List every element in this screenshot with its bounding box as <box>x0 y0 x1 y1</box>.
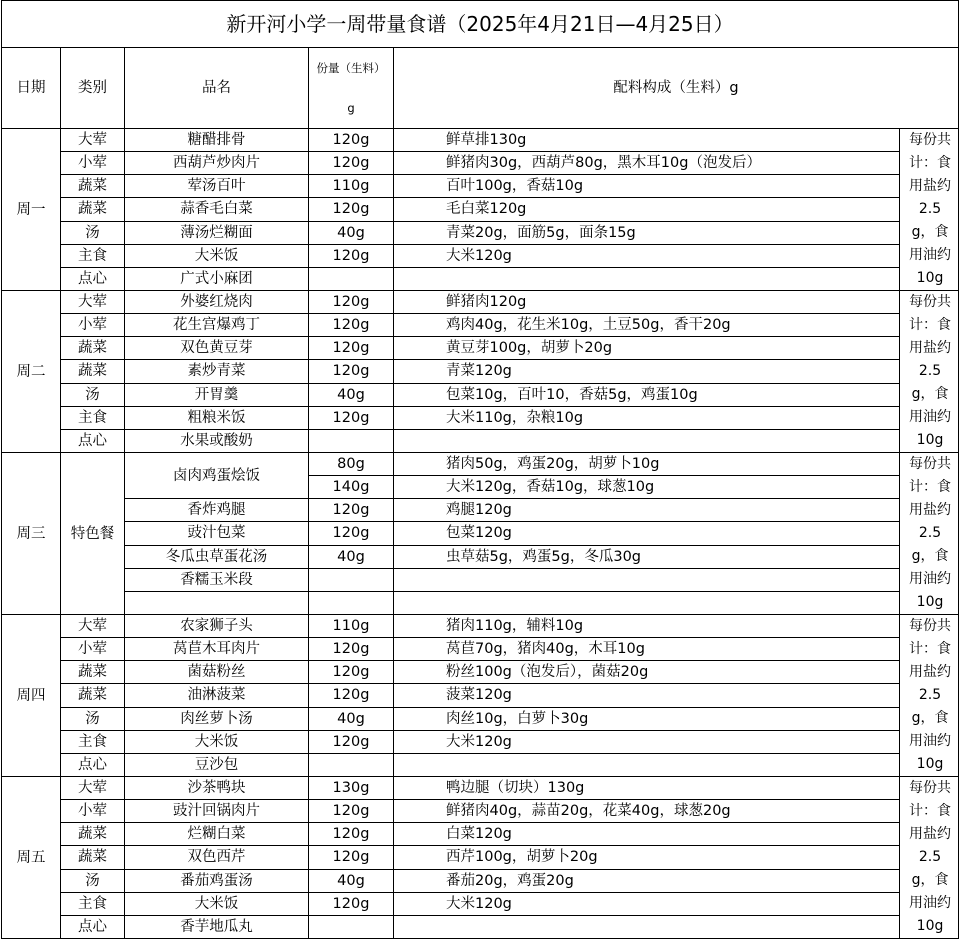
ingredients: 鸭边腿（切块）130g <box>394 777 900 800</box>
table-row <box>2 175 959 198</box>
table-row <box>2 291 959 314</box>
table-row <box>2 730 959 753</box>
ingredients: 包菜10g，百叶10，香菇5g，鸡蛋10g <box>394 383 900 406</box>
ingredients: 白菜120g <box>394 823 900 846</box>
portion: 120g <box>309 823 394 846</box>
dish-name <box>125 591 309 614</box>
dish-name: 水果或酸奶 <box>125 429 309 452</box>
dish-name: 卤肉鸡蛋烩饭 <box>125 453 309 499</box>
portion: 120g <box>309 337 394 360</box>
category: 主食 <box>61 406 125 429</box>
day-label: 周一 <box>2 129 61 291</box>
table-row <box>2 453 959 476</box>
category: 点心 <box>61 753 125 776</box>
table-row <box>2 244 959 267</box>
category: 主食 <box>61 244 125 267</box>
portion: 120g <box>309 684 394 707</box>
portion: 40g <box>309 707 394 730</box>
ingredients: 青菜120g <box>394 360 900 383</box>
category: 主食 <box>61 892 125 915</box>
portion <box>309 267 394 290</box>
portion: 120g <box>309 499 394 522</box>
portion: 130g <box>309 777 394 800</box>
category: 点心 <box>61 267 125 290</box>
ingredients: 毛白菜120g <box>394 198 900 221</box>
dish-name: 素炒青菜 <box>125 360 309 383</box>
table-row <box>2 823 959 846</box>
dish-name: 菌菇粉丝 <box>125 661 309 684</box>
day-label: 周二 <box>2 291 61 453</box>
table-row <box>2 198 959 221</box>
table-row <box>2 568 959 591</box>
ingredients: 大米120g <box>394 730 900 753</box>
portion <box>309 753 394 776</box>
dish-name: 广式小麻团 <box>125 267 309 290</box>
ingredients: 大米120g，香菇10g，球葱10g <box>394 476 900 499</box>
ingredients: 包菜120g <box>394 522 900 545</box>
ingredients: 虫草菇5g，鸡蛋5g，冬瓜30g <box>394 545 900 568</box>
table-row <box>2 360 959 383</box>
ingredients <box>394 753 900 776</box>
table-row <box>2 267 959 290</box>
category: 汤 <box>61 869 125 892</box>
portion: 110g <box>309 615 394 638</box>
menu-body <box>2 1 959 939</box>
dish-name: 大米饭 <box>125 244 309 267</box>
portion <box>309 429 394 452</box>
header-ingredients: 配料构成（生料）g <box>394 48 959 129</box>
dish-name: 香炸鸡腿 <box>125 499 309 522</box>
portion: 120g <box>309 522 394 545</box>
header-row <box>2 48 959 129</box>
ingredients: 粉丝100g（泡发后），菌菇20g <box>394 661 900 684</box>
table-row <box>2 661 959 684</box>
category: 点心 <box>61 915 125 938</box>
seasoning-note: 每份共计：食用盐约2.5g，食用油约10g <box>900 129 959 291</box>
dish-name: 香芋地瓜丸 <box>125 915 309 938</box>
ingredients: 大米110g，杂粮10g <box>394 406 900 429</box>
weekly-menu-table <box>1 0 959 939</box>
ingredients: 鲜猪肉120g <box>394 291 900 314</box>
seasoning-note: 每份共计：食用盐约2.5g，食用油约10g <box>900 615 959 777</box>
category: 蔬菜 <box>61 337 125 360</box>
day-label: 周四 <box>2 615 61 777</box>
table-row <box>2 429 959 452</box>
category: 蔬菜 <box>61 198 125 221</box>
ingredients: 莴苣70g，猪肉40g，木耳10g <box>394 638 900 661</box>
dish-name: 薄汤烂糊面 <box>125 221 309 244</box>
table-row <box>2 800 959 823</box>
dish-name: 莴苣木耳肉片 <box>125 638 309 661</box>
table-row <box>2 522 959 545</box>
ingredients: 鲜猪肉40g，蒜苗20g，花菜40g，球葱20g <box>394 800 900 823</box>
day-label: 周三 <box>2 453 61 615</box>
ingredients <box>394 429 900 452</box>
ingredients: 鸡腿120g <box>394 499 900 522</box>
ingredients: 黄豆芽100g，胡萝卜20g <box>394 337 900 360</box>
category: 汤 <box>61 707 125 730</box>
table-row <box>2 684 959 707</box>
category: 蔬菜 <box>61 846 125 869</box>
ingredients: 大米120g <box>394 892 900 915</box>
ingredients: 菠菜120g <box>394 684 900 707</box>
table-row <box>2 545 959 568</box>
table-row <box>2 915 959 938</box>
dish-name: 糖醋排骨 <box>125 129 309 152</box>
category: 蔬菜 <box>61 661 125 684</box>
table-row <box>2 615 959 638</box>
category: 蔬菜 <box>61 823 125 846</box>
dish-name: 粗粮米饭 <box>125 406 309 429</box>
table-row <box>2 406 959 429</box>
dish-name: 外婆红烧肉 <box>125 291 309 314</box>
table-row <box>2 314 959 337</box>
page-title: 新开河小学一周带量食谱（2025年4月21日—4月25日） <box>2 1 959 48</box>
ingredients: 鸡肉40g，花生米10g，土豆50g，香干20g <box>394 314 900 337</box>
category: 大荤 <box>61 777 125 800</box>
ingredients: 肉丝10g，白萝卜30g <box>394 707 900 730</box>
table-row <box>2 383 959 406</box>
header-date: 日期 <box>2 48 61 129</box>
category: 蔬菜 <box>61 175 125 198</box>
table-row <box>2 152 959 175</box>
category: 小荤 <box>61 638 125 661</box>
category: 点心 <box>61 429 125 452</box>
table-row <box>2 337 959 360</box>
portion: 40g <box>309 221 394 244</box>
portion: 120g <box>309 800 394 823</box>
dish-name: 油淋菠菜 <box>125 684 309 707</box>
ingredients <box>394 568 900 591</box>
header-category: 类别 <box>61 48 125 129</box>
portion: 120g <box>309 152 394 175</box>
dish-name: 西葫芦炒肉片 <box>125 152 309 175</box>
portion: 120g <box>309 314 394 337</box>
category: 汤 <box>61 383 125 406</box>
dish-name: 番茄鸡蛋汤 <box>125 869 309 892</box>
dish-name: 蒜香毛白菜 <box>125 198 309 221</box>
portion: 120g <box>309 892 394 915</box>
portion: 40g <box>309 383 394 406</box>
category-special: 特色餐 <box>61 453 125 615</box>
ingredients: 猪肉50g，鸡蛋20g，胡萝卜10g <box>394 453 900 476</box>
category: 小荤 <box>61 152 125 175</box>
table-row <box>2 591 959 614</box>
dish-name: 荤汤百叶 <box>125 175 309 198</box>
ingredients: 猪肉110g，辅料10g <box>394 615 900 638</box>
day-label: 周五 <box>2 777 61 939</box>
ingredients: 大米120g <box>394 244 900 267</box>
dish-name: 烂糊白菜 <box>125 823 309 846</box>
seasoning-note: 每份共计：食用盐约2.5g，食用油约10g <box>900 777 959 939</box>
dish-name: 豉汁回锅肉片 <box>125 800 309 823</box>
ingredients <box>394 267 900 290</box>
table-row <box>2 753 959 776</box>
table-row <box>2 846 959 869</box>
portion: 120g <box>309 360 394 383</box>
portion: 120g <box>309 661 394 684</box>
category: 大荤 <box>61 615 125 638</box>
table-row <box>2 777 959 800</box>
category: 大荤 <box>61 129 125 152</box>
header-portion-line2: g <box>347 101 355 115</box>
portion: 120g <box>309 129 394 152</box>
portion: 120g <box>309 638 394 661</box>
dish-name: 双色西芹 <box>125 846 309 869</box>
header-dish: 品名 <box>125 48 309 129</box>
category: 蔬菜 <box>61 360 125 383</box>
portion: 140g <box>309 476 394 499</box>
portion <box>309 915 394 938</box>
table-row <box>2 638 959 661</box>
table-row <box>2 892 959 915</box>
category: 小荤 <box>61 800 125 823</box>
category: 主食 <box>61 730 125 753</box>
ingredients <box>394 591 900 614</box>
portion: 120g <box>309 291 394 314</box>
ingredients: 番茄20g，鸡蛋20g <box>394 869 900 892</box>
ingredients: 鲜草排130g <box>394 129 900 152</box>
table-row <box>2 707 959 730</box>
dish-name: 大米饭 <box>125 892 309 915</box>
category: 蔬菜 <box>61 684 125 707</box>
portion: 110g <box>309 175 394 198</box>
portion: 120g <box>309 198 394 221</box>
header-portion <box>309 48 394 129</box>
table-row <box>2 499 959 522</box>
table-row <box>2 129 959 152</box>
dish-name: 肉丝萝卜汤 <box>125 707 309 730</box>
table-row <box>2 221 959 244</box>
portion: 120g <box>309 244 394 267</box>
seasoning-note: 每份共计：食用盐约2.5g，食用油约10g <box>900 453 959 615</box>
portion: 120g <box>309 846 394 869</box>
dish-name: 双色黄豆芽 <box>125 337 309 360</box>
ingredients: 百叶100g，香菇10g <box>394 175 900 198</box>
header-portion-line1: 份量（生料） <box>316 61 386 75</box>
portion: 120g <box>309 406 394 429</box>
portion: 40g <box>309 545 394 568</box>
ingredients: 西芹100g，胡萝卜20g <box>394 846 900 869</box>
portion: 80g <box>309 453 394 476</box>
dish-name: 香糯玉米段 <box>125 568 309 591</box>
ingredients <box>394 915 900 938</box>
ingredients: 青菜20g，面筋5g，面条15g <box>394 221 900 244</box>
dish-name: 开胃羹 <box>125 383 309 406</box>
seasoning-note: 每份共计：食用盐约2.5g，食用油约10g <box>900 291 959 453</box>
dish-name: 大米饭 <box>125 730 309 753</box>
dish-name: 豉汁包菜 <box>125 522 309 545</box>
dish-name: 花生宫爆鸡丁 <box>125 314 309 337</box>
portion: 120g <box>309 730 394 753</box>
portion <box>309 591 394 614</box>
category: 汤 <box>61 221 125 244</box>
ingredients: 鲜猪肉30g，西葫芦80g，黑木耳10g（泡发后） <box>394 152 900 175</box>
table-row <box>2 869 959 892</box>
dish-name: 农家狮子头 <box>125 615 309 638</box>
category: 小荤 <box>61 314 125 337</box>
portion <box>309 568 394 591</box>
dish-name: 豆沙包 <box>125 753 309 776</box>
dish-name: 沙茶鸭块 <box>125 777 309 800</box>
portion: 40g <box>309 869 394 892</box>
dish-name: 冬瓜虫草蛋花汤 <box>125 545 309 568</box>
category: 大荤 <box>61 291 125 314</box>
